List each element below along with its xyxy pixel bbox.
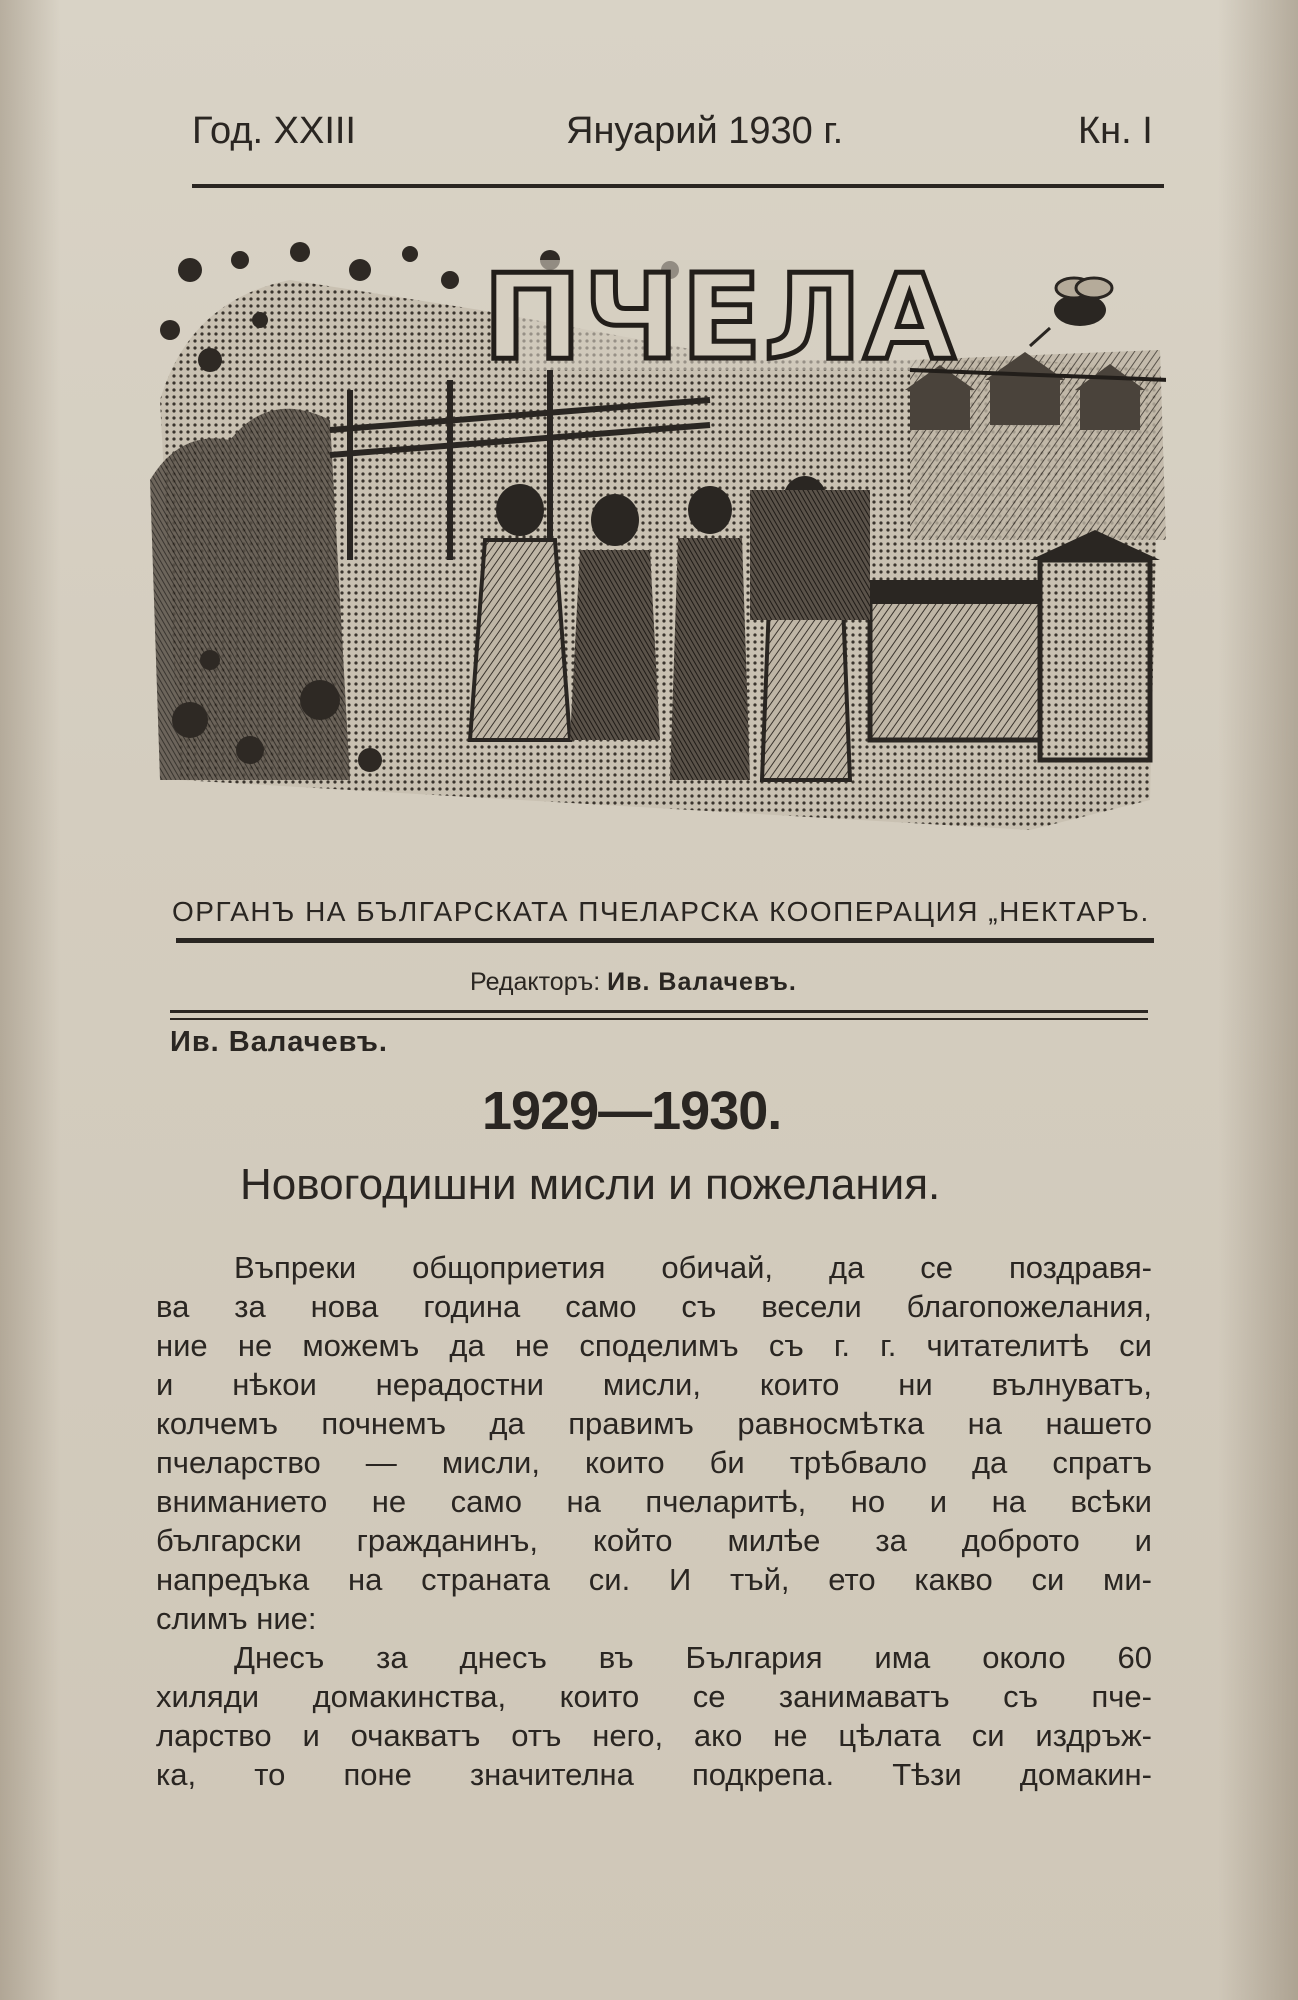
header-issue: Кн. I bbox=[1078, 110, 1153, 152]
editor-label: Редакторъ: bbox=[470, 968, 601, 996]
body-line: вниманието не само на пчеларитѣ, но и на всѣки bbox=[156, 1484, 1152, 1519]
article-subtitle: Новогодишни мисли и пожелания. bbox=[240, 1160, 941, 1209]
body-line: колчемъ почнемъ да правимъ равносмѣтка на нашето bbox=[156, 1406, 1152, 1441]
organ-line: ОРГАНЪ НА БЪЛГАРСКАТА ПЧЕЛАРСКА КООПЕРАЦИЯ „НЕКТАРЪ. bbox=[172, 896, 1150, 927]
article-title: 1929—1930. bbox=[482, 1081, 782, 1141]
body-line: напредъка на страната си. И тъй, ето какво си ми- bbox=[156, 1562, 1152, 1597]
body-line: ларство и очакватъ отъ него, ако не цѣлата си издръж- bbox=[156, 1718, 1152, 1753]
header-rule bbox=[192, 184, 1164, 188]
double-rule-bottom bbox=[170, 1018, 1148, 1020]
editor-name: Ив. Валачевъ. bbox=[607, 968, 797, 996]
body-line: слимъ ние: bbox=[156, 1601, 317, 1636]
body-line: пчеларство — мисли, които би трѣбвало да спратъ bbox=[156, 1445, 1152, 1480]
body-line: и нѣкои нерадостни мисли, които ни вълнуватъ, bbox=[156, 1367, 1152, 1402]
article-body bbox=[156, 1248, 1152, 1794]
editor-line bbox=[470, 968, 797, 997]
body-line: хиляди домакинства, които се занимаватъ съ пче- bbox=[156, 1679, 1152, 1714]
body-line: български гражданинъ, който милѣе за доброто и bbox=[156, 1523, 1152, 1558]
body-line: ка, то поне значителна подкрепа. Тѣзи домакин- bbox=[156, 1757, 1152, 1792]
organ-rule bbox=[176, 938, 1154, 943]
header-date: Януарий 1930 г. bbox=[566, 110, 844, 152]
body-line: ние не можемъ да не споделимъ съ г. г. читателитѣ си bbox=[156, 1328, 1152, 1363]
bee-icon bbox=[1030, 278, 1112, 346]
header-year: Год. XXIII bbox=[192, 110, 356, 152]
body-line: Днесъ за днесъ въ България има около 60 bbox=[234, 1640, 1152, 1675]
masthead-title: ПЧЕЛА bbox=[482, 248, 958, 386]
body-line: ва за нова година само съ весели благопожелания, bbox=[156, 1289, 1152, 1324]
body-line: Въпреки общоприетия обичай, да се поздравя- bbox=[234, 1250, 1152, 1285]
double-rule-top bbox=[170, 1010, 1148, 1013]
masthead-illustration bbox=[150, 240, 1166, 830]
beekeepers-apiary-engraving-icon bbox=[150, 240, 1166, 830]
article-author: Ив. Валачевъ. bbox=[170, 1026, 388, 1058]
